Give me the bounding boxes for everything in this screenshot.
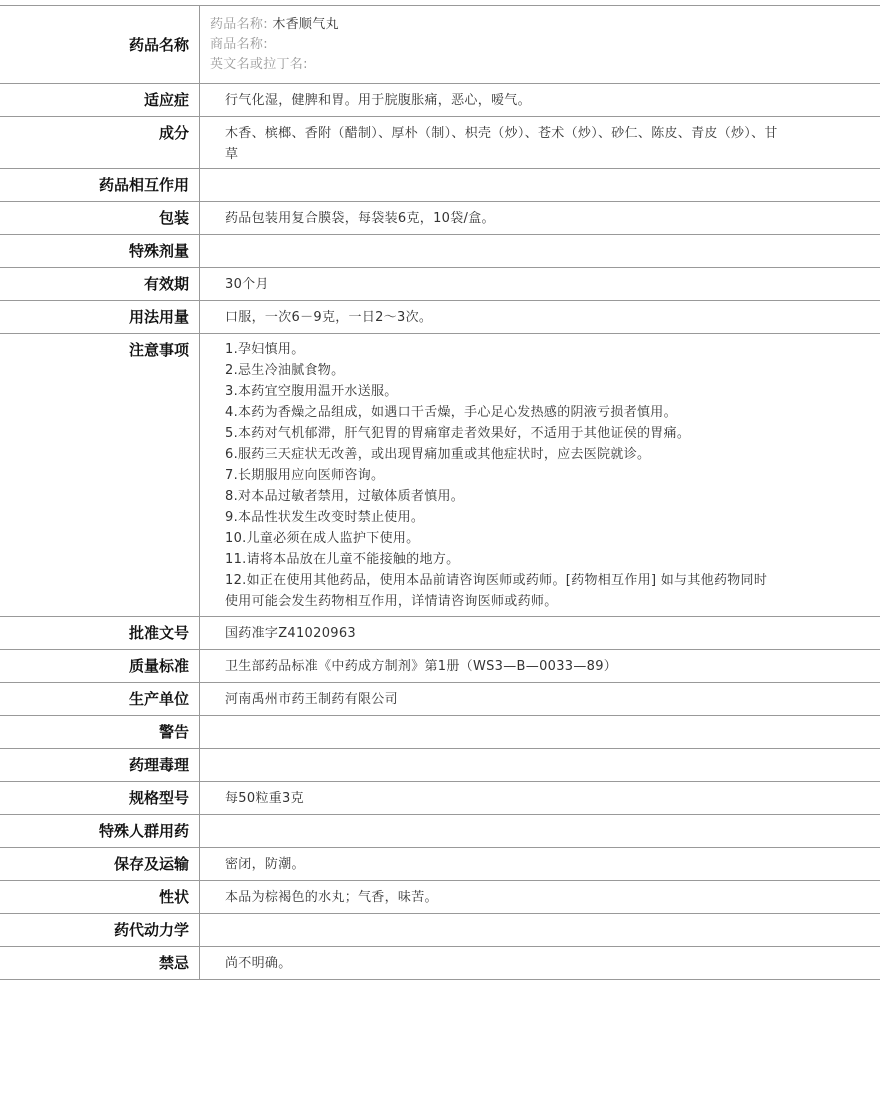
value-standard: 卫生部药品标准《中药成方制剂》第1册（WS3—B—0033—89） bbox=[225, 659, 618, 674]
row-precautions bbox=[0, 334, 880, 617]
label-special-population: 特殊人群用药 bbox=[0, 815, 200, 847]
row-special-dosage bbox=[0, 235, 880, 268]
row-approval bbox=[0, 617, 880, 650]
row-interactions bbox=[0, 169, 880, 202]
list-item: 2.忌生冷油腻食物。 bbox=[225, 363, 345, 378]
label-description: 性状 bbox=[0, 881, 200, 913]
list-item: 3.本药宜空腹用温开水送服。 bbox=[225, 384, 398, 399]
row-toxicology bbox=[0, 749, 880, 782]
list-item: 1.孕妇慎用。 bbox=[225, 342, 305, 357]
row-packaging bbox=[0, 202, 880, 235]
value-special-population bbox=[200, 815, 880, 847]
drug-name-prefix: 药品名称: bbox=[210, 17, 268, 32]
latin-name-prefix: 英文名或拉丁名: bbox=[210, 57, 308, 72]
label-contraindications: 禁忌 bbox=[0, 947, 200, 979]
value-toxicology bbox=[200, 749, 880, 781]
row-indications bbox=[0, 84, 880, 117]
row-ingredients bbox=[0, 117, 880, 169]
trade-name-prefix: 商品名称: bbox=[210, 37, 268, 52]
row-storage bbox=[0, 848, 880, 881]
value-precautions bbox=[200, 334, 880, 616]
label-shelf-life: 有效期 bbox=[0, 268, 200, 300]
label-toxicology: 药理毒理 bbox=[0, 749, 200, 781]
list-item: 10.儿童必须在成人监护下使用。 bbox=[225, 531, 420, 546]
list-item: 9.本品性状发生改变时禁止使用。 bbox=[225, 510, 425, 525]
value-pharmacokinetics bbox=[200, 914, 880, 946]
label-manufacturer: 生产单位 bbox=[0, 683, 200, 715]
list-item: 4.本药为香燥之品组成，如遇口干舌燥，手心足心发热感的阴液亏损者慎用。 bbox=[225, 405, 677, 420]
label-precautions: 注意事项 bbox=[0, 334, 200, 616]
value-specification: 每50粒重3克 bbox=[225, 791, 304, 806]
label-pharmacokinetics: 药代动力学 bbox=[0, 914, 200, 946]
list-item: 7.长期服用应向医师咨询。 bbox=[225, 468, 385, 483]
label-special-dosage: 特殊剂量 bbox=[0, 235, 200, 267]
row-shelf-life bbox=[0, 268, 880, 301]
value-warning bbox=[200, 716, 880, 748]
value-packaging: 药品包装用复合膜袋，每袋装6克，10袋/盒。 bbox=[225, 211, 495, 226]
value-manufacturer: 河南禹州市药王制药有限公司 bbox=[225, 692, 398, 707]
row-usage bbox=[0, 301, 880, 334]
value-shelf-life: 30个月 bbox=[225, 277, 269, 292]
label-usage: 用法用量 bbox=[0, 301, 200, 333]
value-contraindications: 尚不明确。 bbox=[225, 956, 292, 971]
label-specification: 规格型号 bbox=[0, 782, 200, 814]
label-indications: 适应症 bbox=[0, 84, 200, 116]
label-warning: 警告 bbox=[0, 716, 200, 748]
drug-info-table bbox=[0, 5, 880, 980]
row-contraindications bbox=[0, 947, 880, 980]
list-item: 8.对本品过敏者禁用，过敏体质者慎用。 bbox=[225, 489, 465, 504]
label-storage: 保存及运输 bbox=[0, 848, 200, 880]
list-item: 5.本药对气机郁滞，肝气犯胃的胃痛窜走者效果好，不适用于其他证侯的胃痛。 bbox=[225, 426, 691, 441]
row-drug-name bbox=[0, 6, 880, 84]
row-manufacturer bbox=[0, 683, 880, 716]
row-warning bbox=[0, 716, 880, 749]
precautions-list bbox=[225, 339, 770, 612]
label-standard: 质量标准 bbox=[0, 650, 200, 682]
label-interactions: 药品相互作用 bbox=[0, 169, 200, 201]
row-pharmacokinetics bbox=[0, 914, 880, 947]
list-item: 6.服药三天症状无改善，或出现胃痛加重或其他症状时，应去医院就诊。 bbox=[225, 447, 651, 462]
drug-name: 木香顺气丸 bbox=[272, 17, 339, 32]
row-description bbox=[0, 881, 880, 914]
value-special-dosage bbox=[200, 235, 880, 267]
value-interactions bbox=[200, 169, 880, 201]
drug-name-line bbox=[210, 15, 860, 35]
trade-name-line bbox=[210, 35, 860, 55]
label-packaging: 包装 bbox=[0, 202, 200, 234]
label-approval: 批准文号 bbox=[0, 617, 200, 649]
row-specification bbox=[0, 782, 880, 815]
value-ingredients: 木香、槟榔、香附（醋制）、厚朴（制）、枳壳（炒）、苍术（炒）、砂仁、陈皮、青皮（炒）、甘草 bbox=[225, 126, 778, 162]
row-standard bbox=[0, 650, 880, 683]
list-item: 12.如正在使用其他药品，使用本品前请咨询医师或药师。[药物相互作用] 如与其他药物同时使用可能会发生药物相互作用，详情请咨询医师或药师。 bbox=[225, 573, 768, 609]
list-item: 11.请将本品放在儿童不能接触的地方。 bbox=[225, 552, 460, 567]
value-usage: 口服，一次6－9克，一日2～3次。 bbox=[225, 310, 433, 325]
value-storage: 密闭，防潮。 bbox=[225, 857, 305, 872]
label-ingredients: 成分 bbox=[0, 117, 200, 168]
latin-name-line bbox=[210, 55, 860, 75]
value-indications: 行气化湿，健脾和胃。用于脘腹胀痛，恶心，嗳气。 bbox=[225, 93, 531, 108]
value-approval: 国药准字Z41020963 bbox=[225, 626, 356, 641]
value-description: 本品为棕褐色的水丸；气香，味苦。 bbox=[225, 890, 438, 905]
label-drug-name: 药品名称 bbox=[0, 6, 200, 83]
value-drug-name bbox=[200, 6, 880, 83]
row-special-population bbox=[0, 815, 880, 848]
